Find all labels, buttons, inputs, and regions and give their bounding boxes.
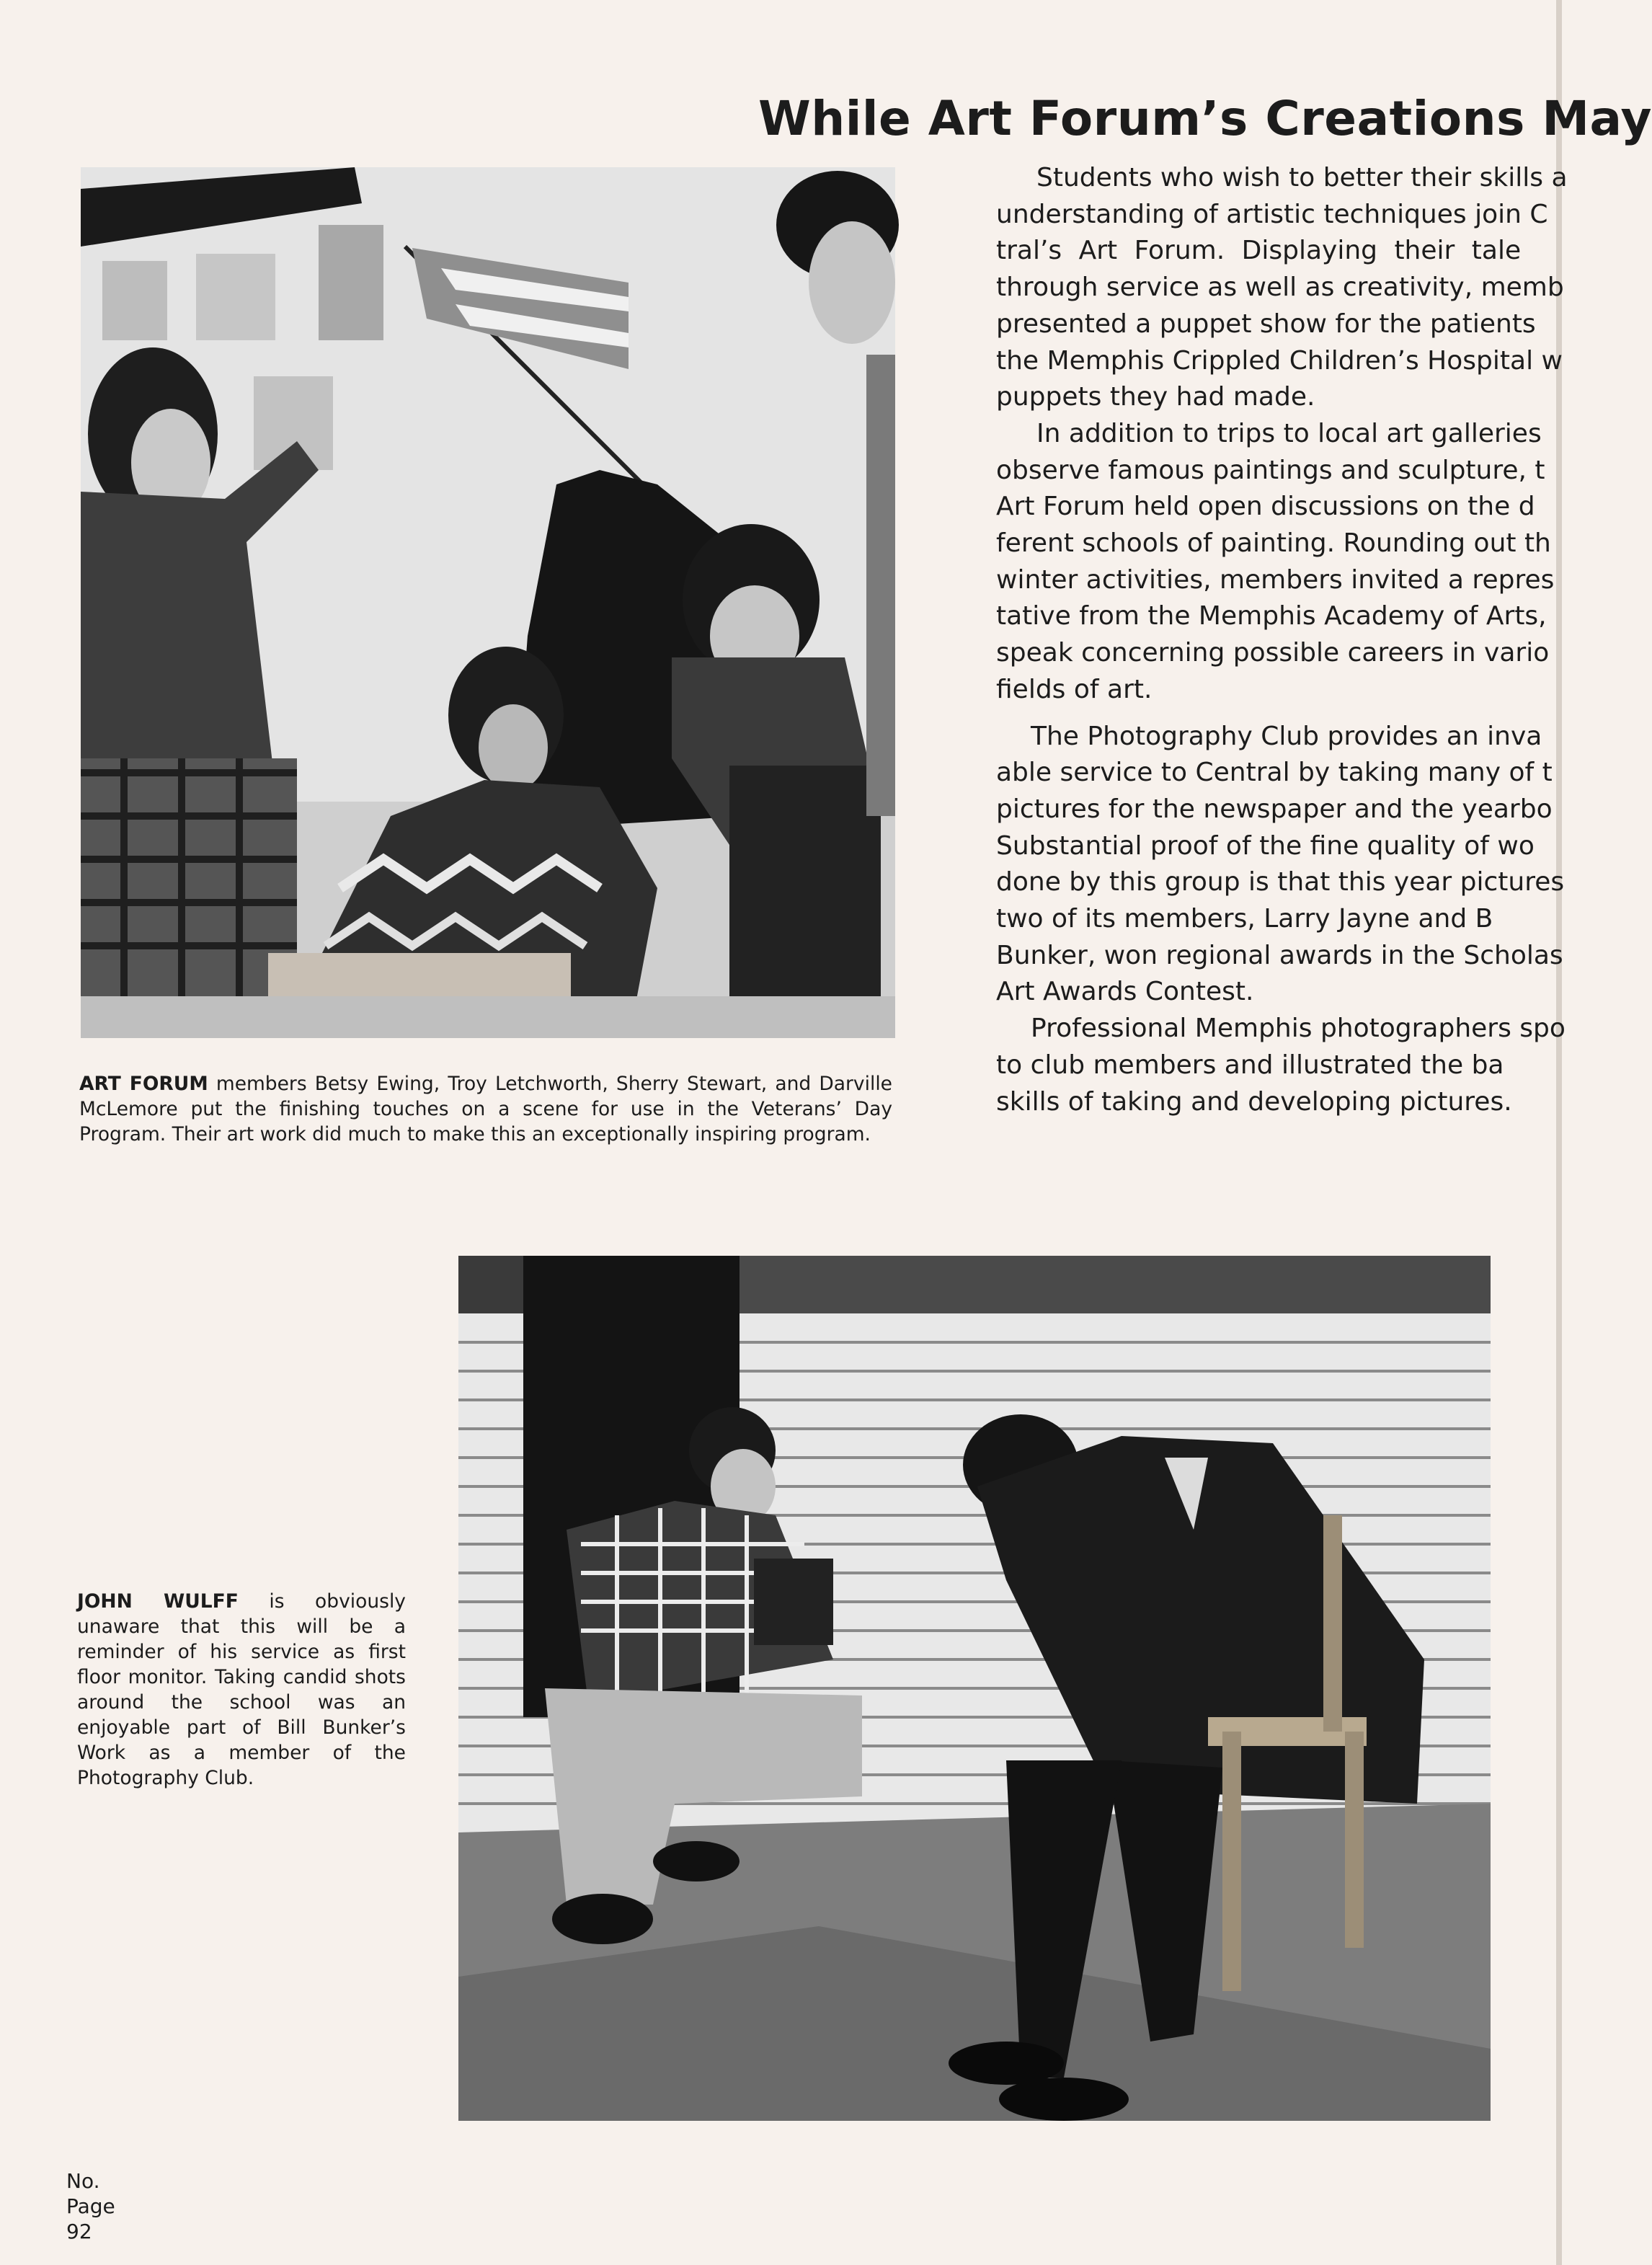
article-line: Substantial proof of the fine quality of wo xyxy=(996,830,1535,861)
page-number: 92 xyxy=(66,2220,92,2243)
article-line: Art Forum held open discussions on the d xyxy=(996,492,1535,522)
photography-club-caption-text: is obviously unaware that this will be a reminder of his service as first floor monitor. Taking candid shots around the school was an enjoyable part of Bill Bunker’s Work as a member of the Photography Club. xyxy=(77,1590,406,1789)
article-line: tative from the Memphis Academy of Arts, xyxy=(996,601,1547,631)
article-line: to club members and illustrated the ba xyxy=(996,1050,1504,1080)
photography-club-photo xyxy=(458,1256,1491,2121)
article-line: tral’s Art Forum. Displaying their tale xyxy=(996,236,1522,266)
art-forum-photo-graphic xyxy=(81,167,895,1038)
article-line: through service as well as creativity, memb xyxy=(996,272,1564,303)
folio-line: No. xyxy=(66,2169,100,2193)
art-forum-caption xyxy=(79,1071,892,1147)
art-forum-photo xyxy=(81,167,895,1038)
article-line: pictures for the newspaper and the yearbo xyxy=(996,794,1553,824)
folio-line: Page xyxy=(66,2194,115,2218)
article-line: able service to Central by taking many of t xyxy=(996,758,1553,788)
article-line: skills of taking and developing pictures. xyxy=(996,1086,1512,1117)
photography-club-caption xyxy=(77,1589,406,1791)
article-line: In addition to trips to local art galleries xyxy=(1036,418,1542,448)
art-forum-caption-lead: ART FORUM xyxy=(79,1073,208,1095)
article-line: the Memphis Crippled Children’s Hospital w xyxy=(996,345,1563,376)
article-line: Students who wish to better their skills a xyxy=(1036,163,1568,192)
article-line: Bunker, won regional awards in the Scholas xyxy=(996,940,1563,970)
photography-club-photo-graphic xyxy=(458,1256,1491,2121)
article-line: ferent schools of painting. Rounding out th xyxy=(996,528,1551,559)
article-line: understanding of artistic techniques join C xyxy=(996,199,1548,229)
article-line: two of its members, Larry Jayne and B xyxy=(996,904,1493,934)
article-line: Professional Memphis photographers spo xyxy=(1031,1014,1566,1044)
article-line: fields of art. xyxy=(996,674,1153,704)
article-line: presented a puppet show for the patients xyxy=(996,309,1536,339)
article-body xyxy=(996,160,1568,1120)
photography-club-caption-lead: JOHN WULFF xyxy=(77,1590,239,1613)
page-number-block xyxy=(66,2168,115,2244)
article-line: Art Awards Contest. xyxy=(996,977,1254,1007)
article-line: The Photography Club provides an inva xyxy=(1031,721,1542,751)
article-line: done by this group is that this year pictures xyxy=(996,867,1565,897)
article-line: observe famous paintings and sculpture, t xyxy=(996,455,1545,485)
art-forum-caption-text: members Betsy Ewing, Troy Letchworth, Sherry Stewart, and Darville McLemore put the finishing touches on a scene for use in the Veterans’ Day Program. Their art work did much to make this an exceptionally inspiring program. xyxy=(79,1073,892,1145)
page-title: While Art Forum’s Creations May xyxy=(758,91,1652,146)
article-line: winter activities, members invited a repres xyxy=(996,564,1555,595)
article-line: speak concerning possible careers in vario xyxy=(996,638,1550,668)
article-line: puppets they had made. xyxy=(996,382,1315,412)
